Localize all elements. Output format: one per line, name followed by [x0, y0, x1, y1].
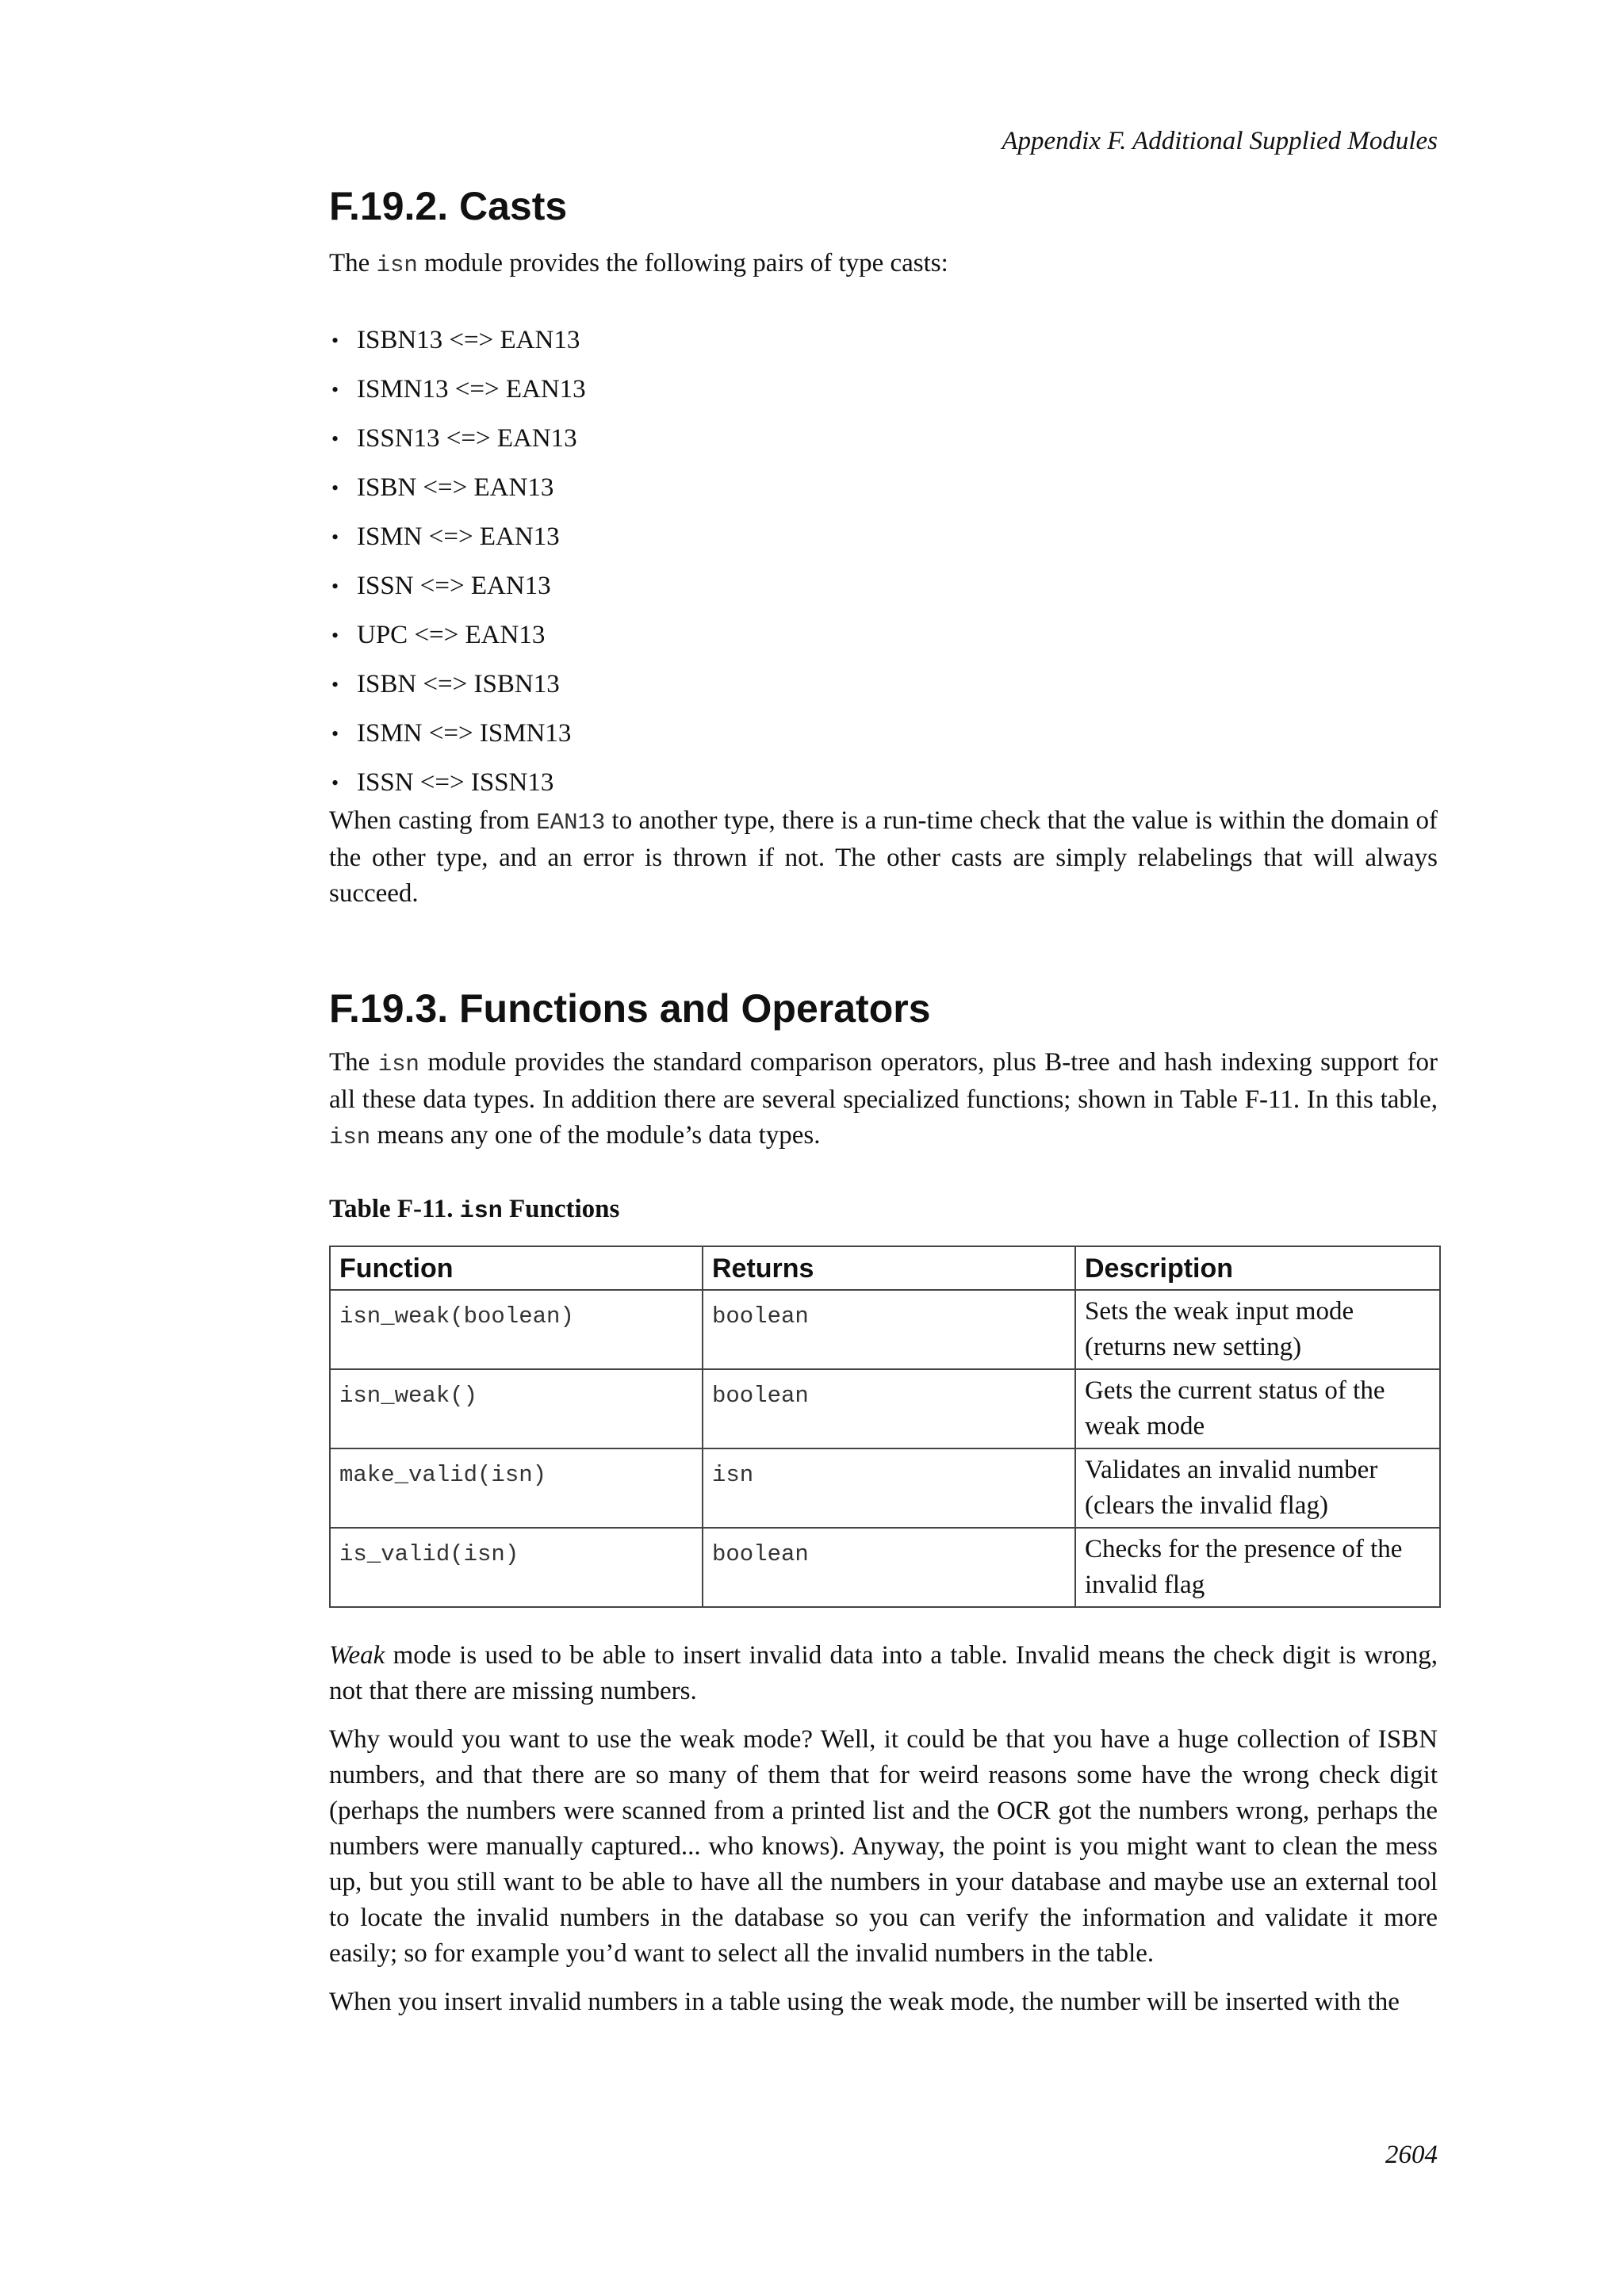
table-row	[330, 1528, 1440, 1607]
isn-functions-table	[329, 1246, 1441, 1608]
table-title: Table F-11. isn Functions	[329, 1195, 620, 1225]
inline-code: EAN13	[536, 809, 606, 836]
function-cell: isn_weak(boolean)	[330, 1290, 703, 1369]
cast-list-item: • UPC <=> EAN13	[329, 618, 1438, 667]
column-header-description: Description	[1075, 1246, 1440, 1290]
bullet-icon: •	[331, 771, 339, 794]
returns-cell: boolean	[703, 1290, 1075, 1369]
bullet-icon: •	[331, 427, 339, 450]
returns-cell: isn	[703, 1448, 1075, 1528]
table-header-row	[330, 1246, 1440, 1290]
table-row	[330, 1448, 1440, 1528]
page-content	[329, 119, 1438, 2020]
cast-list-item: • ISSN <=> EAN13	[329, 568, 1438, 618]
cast-list-item: • ISBN13 <=> EAN13	[329, 323, 1438, 372]
description-cell: Checks for the presence of the invalid flag	[1075, 1528, 1440, 1607]
weak-mode-paragraph: Weak mode is used to be able to insert invalid data into a table. Invalid means the check digit is wrong, not that there are missing numbers.	[329, 1641, 1438, 1705]
section-heading-casts: F.19.2. Casts	[329, 184, 568, 228]
bullet-icon: •	[331, 476, 339, 499]
bullet-icon: •	[331, 722, 339, 745]
returns-cell: boolean	[703, 1369, 1075, 1448]
inline-code: isn	[376, 252, 418, 278]
column-header-returns: Returns	[703, 1246, 1075, 1290]
description-cell: Validates an invalid number (clears the invalid flag)	[1075, 1448, 1440, 1528]
casts-intro: The isn module provides the following pairs of type casts:	[329, 249, 948, 278]
page-number: 2604	[1385, 2141, 1438, 2169]
description-cell: Sets the weak input mode (returns new setting)	[1075, 1290, 1440, 1369]
table-row	[330, 1369, 1440, 1448]
cast-list-item: • ISSN13 <=> EAN13	[329, 421, 1438, 470]
inline-code: isn	[329, 1124, 371, 1150]
bullet-icon: •	[331, 329, 339, 352]
bullet-icon: •	[331, 624, 339, 647]
inline-code: isn	[377, 1051, 419, 1077]
cast-list-item: • ISMN <=> EAN13	[329, 519, 1438, 568]
function-cell: isn_weak()	[330, 1369, 703, 1448]
casts-note: When casting from EAN13 to another type, there is a run-time check that the value is within the domain of the other type, and an error is thrown if not. The other casts are simply relabelings that will always succeed.	[329, 806, 1438, 908]
functions-intro: The isn module provides the standard comparison operators, plus B-tree and hash indexing support for all these data types. In addition there are several specialized functions; shown in Table F-11. In this table, isn means any one of the module’s data types.	[329, 1048, 1438, 1150]
cast-list-item: • ISMN13 <=> EAN13	[329, 372, 1438, 421]
bullet-icon: •	[331, 378, 339, 401]
insert-invalid-paragraph: When you insert invalid numbers in a table using the weak mode, the number will be inserted with the	[329, 1988, 1400, 2016]
why-weak-paragraph: Why would you want to use the weak mode? Well, it could be that you have a huge collection of ISBN numbers, and that there are so many of them that for weird reasons some have the wrong check digit (perhaps the numbers were scanned from a printed list and the OCR got the numbers wrong, perhaps the numbers were manually captured... who knows). Anyway, the point is you might want to clean the mess up, but you still want to be able to have all the numbers in your database and maybe use an external tool to locate the invalid numbers in the database so you can verify the information and validate it more easily; so for example you’d want to select all the invalid numbers in the table.	[329, 1725, 1438, 1968]
bullet-icon: •	[331, 526, 339, 549]
section-heading-functions: F.19.3. Functions and Operators	[329, 986, 931, 1031]
description-cell: Gets the current status of the weak mode	[1075, 1369, 1440, 1448]
bullet-icon: •	[331, 575, 339, 598]
running-header: Appendix F. Additional Supplied Modules	[1002, 127, 1438, 155]
function-cell: make_valid(isn)	[330, 1448, 703, 1528]
table-row	[330, 1290, 1440, 1369]
bullet-icon: •	[331, 673, 339, 696]
cast-list-item: • ISMN <=> ISMN13	[329, 716, 1438, 765]
returns-cell: boolean	[703, 1528, 1075, 1607]
cast-list-item: • ISBN <=> EAN13	[329, 470, 1438, 519]
cast-list-item: • ISSN <=> ISSN13	[329, 765, 1438, 814]
function-cell: is_valid(isn)	[330, 1528, 703, 1607]
cast-list	[329, 323, 1438, 814]
column-header-function: Function	[330, 1246, 703, 1290]
cast-list-item: • ISBN <=> ISBN13	[329, 667, 1438, 716]
